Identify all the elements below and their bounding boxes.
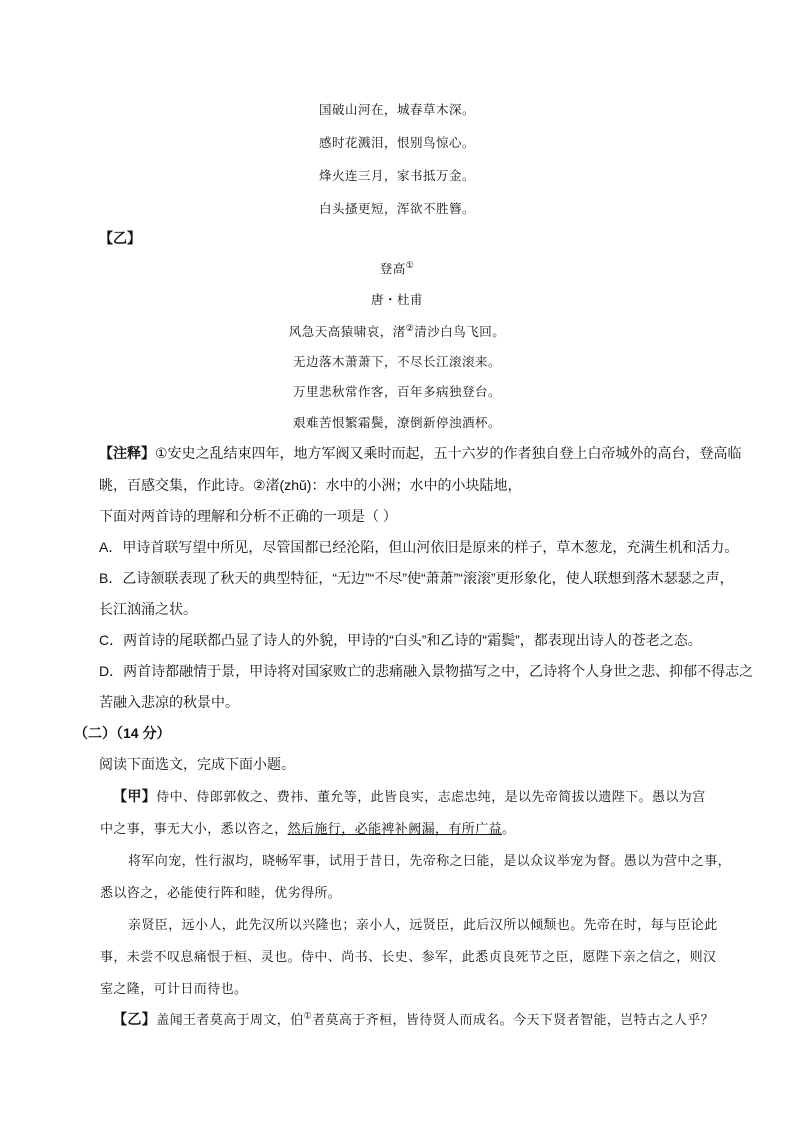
yi-paragraph-line-1: [113, 1009, 733, 1029]
poem2-line-2: 无边落木萧萧下，不尽长江滚滚来。: [292, 354, 501, 369]
poem2-line-1-b: 清沙白鸟飞回。: [414, 324, 506, 339]
option-c: C．两首诗的尾联都凸显了诗人的外貌，甲诗的“白头”和乙诗的“霜鬓”，都表现出诗人的苍老之态。: [99, 632, 702, 648]
poem1-line-4: 白头搔更短，浑欲不胜簪。: [318, 201, 475, 216]
yi-label: 【乙】: [113, 1011, 157, 1027]
jia-p1-underlined: 然后施行，必能裨补阙漏，有所广益: [287, 822, 503, 837]
notes-line-1: [99, 443, 742, 463]
jia-paragraph-3-line-2: 事，未尝不叹息痛恨于桓、灵也。侍中、尚书、长史、参军，此悉贞良死节之臣，愿陛下亲之信之，则汉: [100, 950, 717, 965]
question-stem: 下面对两首诗的理解和分析不正确的一项是（ ）: [99, 508, 397, 524]
notes-text-1: ①安史之乱结束四年，地方军阀又乘时而起，五十六岁的作者独自登上白帝城外的高台，登高临: [155, 445, 742, 461]
poem2-title-text: 登高: [379, 261, 406, 276]
jia-paragraph-3-line-1: 亲贤臣，远小人，此先汉所以兴隆也；亲小人，远贤臣，此后汉所以倾颓也。先帝在时，每与臣论此: [128, 918, 718, 933]
option-d-line-1: D．两首诗都融情于景，甲诗将对国家败亡的悲痛融入景物描写之中，乙诗将个人身世之悲、抑郁不得志之: [99, 663, 754, 679]
poem2-line-1-note: ②: [405, 323, 415, 334]
option-b-line-2: 长江汹涌之状。: [99, 601, 197, 617]
poem1-line-3: 烽火连三月，家书抵万金。: [318, 168, 475, 183]
poem2-label: 【乙】: [99, 230, 141, 246]
poem2-line-1-a: 风急天高猿啸哀，渚: [288, 324, 406, 339]
option-d-line-2: 苦融入悲凉的秋景中。: [99, 694, 239, 710]
poem1-line-1: 国破山河在，城春草木深。: [318, 102, 475, 117]
poem2-line-1: [0, 322, 794, 340]
jia-p1-l2-a: 中之事，事无大小，悉以咨之，: [100, 822, 288, 837]
poem2-title: [0, 259, 794, 277]
jia-p1-l2-b: 。: [502, 822, 516, 837]
option-b-line-1: B．乙诗颔联表现了秋天的典型特征，“无边”“不尽”使“萧萧”“滚滚”更形象化，使人联想到落木瑟瑟之声，: [99, 570, 734, 586]
poem2-title-note: ①: [405, 260, 415, 271]
jia-paragraph-3-line-3: 室之隆，可计日而待也。: [100, 982, 248, 997]
yi-p4-a: 盖闻王者莫高于周文，伯: [156, 1013, 304, 1028]
section2-header: （二）（14 分）: [74, 725, 171, 741]
poem1-line-2: 感时花溅泪，恨别鸟惊心。: [318, 135, 475, 150]
poem2-line-3: 万里悲秋常作客，百年多病独登台。: [292, 384, 501, 399]
jia-paragraph-2-line-1: 将军向宠，性行淑均，晓畅军事，试用于昔日，先帝称之曰能，是以众议举宠为督。愚以为营中之事，: [128, 854, 732, 869]
poem2-line-4: 艰难苦恨繁霜鬓，潦倒新停浊酒杯。: [292, 415, 501, 430]
option-a: A．甲诗首联写望中所见，尽管国都已经沦陷，但山河依旧是原来的样子，草木葱龙，充满生机和活力。: [99, 539, 739, 555]
jia-label: 【甲】: [113, 788, 157, 804]
notes-label: 【注释】: [99, 445, 155, 461]
yi-p4-b: 者莫高于齐桓，皆待贤人而成名。今天下贤者智能，岂特古之人乎？: [312, 1013, 715, 1028]
section2-instruction: 阅读下面选文，完成下面小题。: [99, 756, 295, 772]
jia-paragraph-2-line-2: 悉以咨之，必能使行阵和睦，优劣得所。: [100, 886, 342, 901]
jia-p1-l1-text: 侍中、侍郎郭攸之、费祎、董允等，此皆良实，志虑忠纯，是以先帝简拔以遗陛下。愚以为宫: [156, 790, 706, 805]
jia-paragraph-1-line-2: [100, 818, 720, 837]
jia-paragraph-1-line-1: [113, 786, 733, 806]
poem2-author: 唐・杜甫: [370, 292, 423, 307]
yi-p4-note: ①: [303, 1011, 313, 1022]
notes-line-2: 眺，百感交集，作此诗。②渚(zhǔ)：水中的小洲；水中的小块陆地，: [99, 477, 522, 493]
